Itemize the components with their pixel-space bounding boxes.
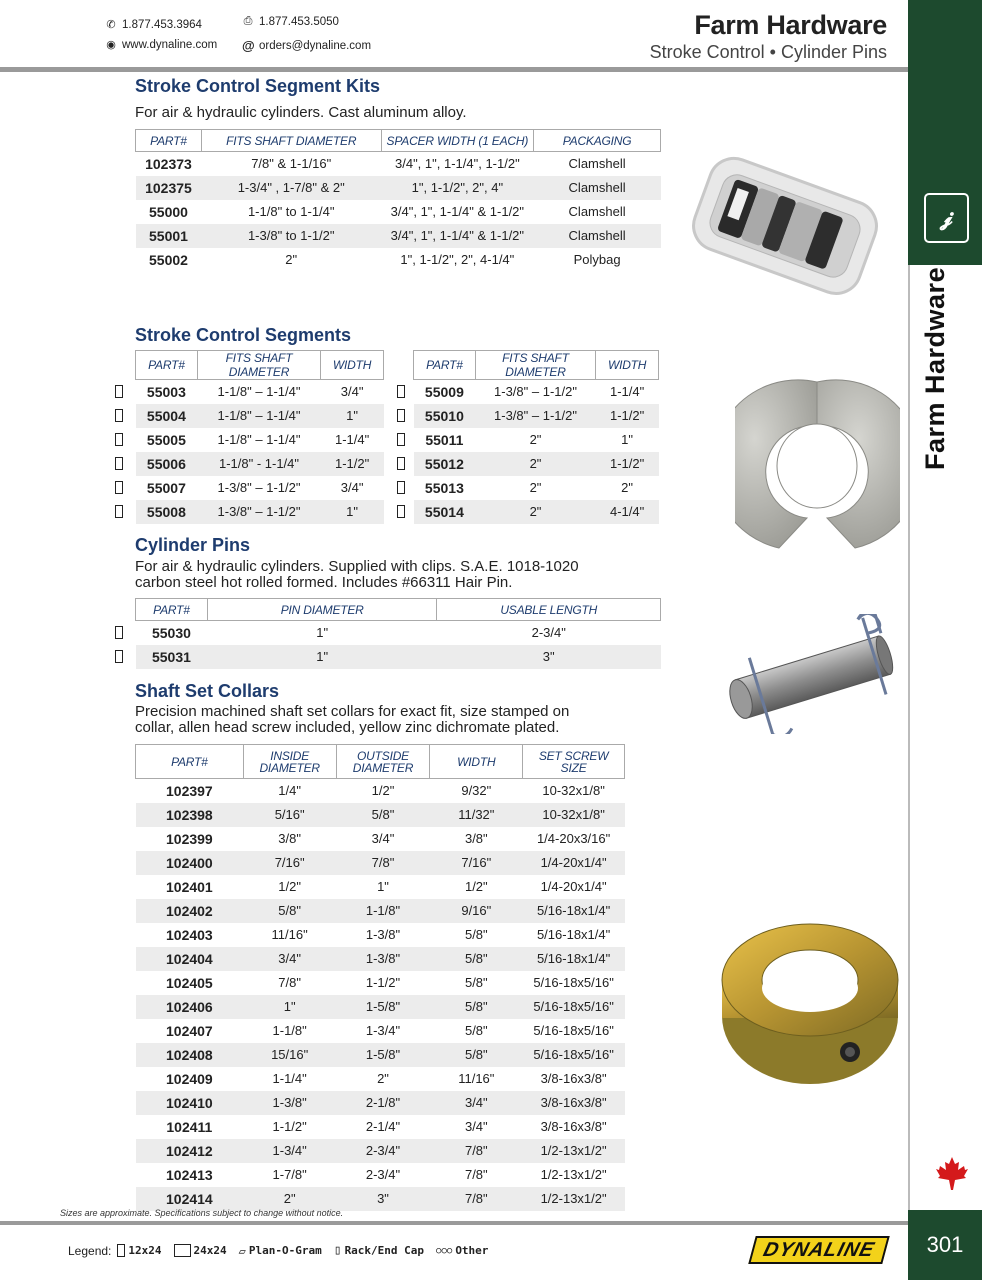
column-header: PART# — [136, 745, 244, 779]
page-number: 301 — [908, 1210, 982, 1280]
table-cell: 3" — [336, 1187, 430, 1211]
table-cell: 11/32" — [430, 803, 523, 827]
table-cell: 1" — [321, 500, 384, 524]
table-cell: 1-1/8" – 1-1/4" — [197, 404, 320, 428]
column-header: FITS SHAFT DIAMETER — [197, 351, 320, 380]
table-row — [136, 779, 625, 803]
peg-12x24-icon — [397, 433, 405, 446]
table-cell: 1/2" — [371, 783, 395, 799]
table-cell: Clamshell — [568, 156, 626, 172]
peg-12x24-icon — [397, 505, 405, 518]
table-cell: 2" — [243, 1187, 336, 1211]
collars-description-1: Precision machined shaft set collars for exact fit, size stamped on — [135, 703, 570, 720]
part-number: 55014 — [414, 500, 476, 524]
table-cell: Clamshell — [534, 176, 661, 200]
column-header: WIDTH — [321, 351, 384, 380]
table-cell: 1/4-20x1/4" — [540, 879, 607, 894]
table-cell: 1-1/8" – 1-1/4" — [217, 432, 301, 447]
cylinder-pin-image — [712, 614, 920, 734]
table-cell: 1" — [243, 995, 336, 1019]
table-row — [136, 947, 625, 971]
part-number: 102413 — [166, 1166, 213, 1183]
table-row — [136, 1091, 625, 1115]
kits-header-row — [136, 130, 661, 152]
table-row — [136, 899, 625, 923]
table-row — [136, 476, 384, 500]
column-header: PART# — [136, 351, 198, 380]
table-cell: 1-1/8" to 1-1/4" — [247, 204, 335, 219]
table-cell: 1" — [377, 879, 389, 894]
part-number: 55004 — [136, 404, 198, 428]
table-cell: 1-1/4" — [609, 384, 645, 400]
part-number: 102398 — [136, 803, 244, 827]
part-number: 55009 — [424, 383, 464, 400]
side-divider — [908, 265, 910, 1215]
phone-contact — [105, 18, 202, 31]
table-cell: 2-1/4" — [365, 1119, 401, 1134]
table-cell: 5/8" — [464, 975, 488, 990]
table-cell: 1/2-13x1/2" — [540, 1167, 607, 1182]
part-number: 102408 — [136, 1043, 244, 1067]
table-cell: 2" — [529, 432, 542, 447]
table-cell: 3/8-16x3/8" — [540, 1119, 607, 1134]
part-number: 55001 — [136, 224, 202, 248]
part-number: 55008 — [136, 500, 198, 524]
part-number: 102412 — [136, 1139, 244, 1163]
table-cell: 7/8" — [278, 975, 301, 990]
part-number: 102405 — [166, 974, 213, 991]
table-cell: 5/8" — [430, 995, 523, 1019]
part-number: 55013 — [424, 479, 464, 496]
peg-12x24-icon — [115, 457, 123, 470]
table-cell: 2" — [621, 480, 634, 495]
table-cell: 1-1/8" – 1-1/4" — [217, 384, 301, 400]
table-cell: 5/8" — [336, 803, 430, 827]
table-cell: 1-3/8" – 1-1/2" — [475, 404, 595, 428]
table-cell: 3/4" — [371, 831, 395, 846]
pins-description-2: carbon steel hot rolled formed. Includes #66311 Hair Pin. — [135, 574, 513, 591]
footer-divider — [0, 1221, 908, 1225]
table-cell: 1-5/8" — [336, 1043, 430, 1067]
legend-12x24: 12x24 — [117, 1244, 161, 1257]
peg-12x24-icon — [397, 481, 405, 494]
table-cell: 5/8" — [464, 1023, 488, 1038]
table-cell: 1-1/8" - 1-1/4" — [197, 452, 320, 476]
table-row — [136, 248, 661, 272]
header-divider — [0, 67, 908, 72]
part-number: 102409 — [166, 1070, 213, 1087]
table-row — [414, 404, 659, 428]
peg-12x24-icon — [397, 409, 405, 422]
part-number: 55000 — [149, 203, 188, 220]
pins-header-row — [136, 599, 661, 621]
other-dots-icon: ○○○ — [436, 1245, 453, 1256]
table-cell: 4-1/4" — [596, 500, 659, 524]
table-cell: 1-3/8" — [336, 947, 430, 971]
table-row — [136, 500, 384, 524]
pin-icon: 𝓳 — [924, 193, 969, 243]
table-row — [136, 1115, 625, 1139]
table-cell: 1" — [621, 432, 634, 447]
part-number: 102375 — [136, 176, 202, 200]
table-cell: 3/8" — [464, 831, 488, 846]
table-row — [136, 1019, 625, 1043]
part-number: 102399 — [166, 830, 213, 847]
peg-12x24-icon — [115, 481, 123, 494]
table-cell: 1-3/8" — [243, 1091, 336, 1115]
segment-image — [735, 378, 900, 556]
disclaimer: Sizes are approximate. Specifications subject to change without notice. — [60, 1208, 344, 1218]
table-row — [136, 452, 384, 476]
table-cell: 1-3/8" — [365, 927, 401, 942]
table-cell: 1/2-13x1/2" — [523, 1139, 625, 1163]
legend — [68, 1243, 494, 1258]
table-cell: 7/8" — [464, 1167, 488, 1182]
part-number: 102410 — [136, 1091, 244, 1115]
part-number: 55031 — [136, 645, 208, 669]
column-header: WIDTH — [596, 351, 659, 380]
peg-12x24-icon — [115, 433, 123, 446]
segments-left-header-row — [136, 351, 384, 380]
part-number: 102373 — [145, 155, 192, 172]
table-row — [414, 476, 659, 500]
table-row — [136, 152, 661, 176]
part-number: 102411 — [166, 1118, 213, 1135]
table-cell: 10-32x1/8" — [523, 803, 625, 827]
column-header: PART# — [136, 599, 208, 621]
table-cell: 5/16-18x5/16" — [523, 1043, 625, 1067]
table-cell: Clamshell — [534, 224, 661, 248]
segment-kit-image — [676, 148, 891, 313]
part-number: 55010 — [414, 404, 476, 428]
table-cell: 7/8" — [336, 851, 430, 875]
globe-icon: ◉ — [106, 39, 116, 51]
part-number: 102404 — [136, 947, 244, 971]
legend-label: Legend: — [68, 1243, 112, 1258]
small-peg-box-icon — [117, 1244, 125, 1257]
table-cell: 3/4" — [464, 1119, 488, 1134]
table-cell: 5/16" — [243, 803, 336, 827]
column-header: PART# — [414, 351, 476, 380]
phone-icon: ✆ — [106, 19, 116, 31]
table-cell: 1/4-20x3/16" — [536, 831, 611, 846]
table-cell: 2" — [475, 500, 595, 524]
collars-header-row — [136, 745, 625, 779]
peg-12x24-icon — [115, 626, 123, 639]
table-cell: 1-3/4" — [243, 1139, 336, 1163]
table-cell: 11/16" — [271, 927, 308, 942]
table-cell: 2" — [475, 452, 595, 476]
part-number: 102403 — [166, 926, 213, 943]
column-header: WIDTH — [430, 745, 523, 779]
table-row — [414, 500, 659, 524]
table-row — [136, 1139, 625, 1163]
column-header: USABLE LENGTH — [437, 599, 661, 621]
table-row — [136, 875, 625, 899]
table-cell: 7/8" — [430, 1187, 523, 1211]
legend-other: ○○○ Other — [436, 1244, 489, 1257]
table-cell: 7/16" — [430, 851, 523, 875]
part-number: 102397 — [166, 782, 213, 799]
table-row — [136, 1163, 625, 1187]
part-number: 102406 — [136, 995, 244, 1019]
part-number: 102401 — [166, 878, 213, 895]
segments-right-header-row — [414, 351, 659, 380]
table-cell: 1-7/8" — [272, 1167, 307, 1182]
table-cell: 1-1/8" — [272, 1023, 307, 1038]
table-cell: 1-1/8" — [336, 899, 430, 923]
column-header: PIN DIAMETER — [207, 599, 437, 621]
page-title: Farm Hardware — [694, 10, 887, 40]
peg-12x24-icon — [115, 650, 123, 663]
table-row — [136, 923, 625, 947]
set-collar-image — [712, 918, 902, 1088]
column-header: PACKAGING — [534, 130, 661, 152]
table-cell: 9/16" — [430, 899, 523, 923]
table-cell: 7/16" — [243, 851, 336, 875]
table-cell: Clamshell — [568, 204, 626, 219]
table-cell: 3/4" — [340, 384, 364, 400]
table-cell: 2" — [377, 1071, 389, 1086]
table-cell: 1-3/4" , 1-7/8" & 2" — [201, 176, 381, 200]
part-number: 102414 — [136, 1187, 244, 1211]
table-row — [136, 200, 661, 224]
table-row — [136, 1067, 625, 1091]
table-cell: 1-1/4" — [272, 1071, 307, 1086]
segments-table-left — [135, 350, 384, 524]
phone-number: 1.877.453.3964 — [122, 18, 202, 31]
email-contact[interactable] — [242, 38, 371, 53]
table-row — [136, 851, 625, 875]
table-cell: Polybag — [573, 252, 621, 267]
page-subtitle: Stroke Control • Cylinder Pins — [649, 42, 887, 62]
part-number: 102402 — [136, 899, 244, 923]
table-cell: 1-1/2" — [596, 404, 659, 428]
part-number: 102400 — [136, 851, 244, 875]
table-cell: 11/16" — [458, 1071, 495, 1086]
table-row — [136, 224, 661, 248]
table-cell: 1/4-20x1/4" — [523, 851, 625, 875]
pins-description-1: For air & hydraulic cylinders. Supplied with clips. S.A.E. 1018-1020 — [135, 558, 579, 575]
kits-table — [135, 129, 661, 272]
table-cell: 2-3/4" — [365, 1167, 401, 1182]
column-header: SET SCREW SIZE — [523, 745, 625, 779]
table-cell: 1-3/8" – 1-1/2" — [217, 480, 301, 495]
table-cell: 2-3/4" — [531, 625, 566, 641]
table-cell: 1-3/8" – 1-1/2" — [494, 384, 577, 400]
table-row — [136, 176, 661, 200]
table-cell: 2-3/4" — [336, 1139, 430, 1163]
planogram-icon: ▱ — [238, 1243, 246, 1258]
large-peg-box-icon — [174, 1244, 191, 1257]
table-cell: 1/2" — [464, 879, 488, 894]
column-header: PART# — [136, 130, 202, 152]
part-number: 55011 — [425, 431, 464, 448]
peg-12x24-icon — [397, 457, 405, 470]
table-row — [136, 645, 661, 669]
table-row — [136, 995, 625, 1019]
table-cell: 1-1/2" — [272, 1119, 307, 1134]
website-link[interactable]: www.dynaline.com — [122, 38, 218, 51]
table-cell: 1" — [207, 645, 437, 669]
table-cell: 1-1/4" — [334, 432, 370, 447]
table-cell: 5/16-18x1/4" — [523, 899, 625, 923]
table-cell: 1", 1-1/2", 2", 4" — [381, 176, 534, 200]
table-cell: 3/4" — [430, 1091, 523, 1115]
table-row — [136, 428, 384, 452]
table-cell: 5/8" — [430, 1043, 523, 1067]
table-cell: 3/8" — [278, 831, 301, 846]
peg-12x24-icon — [115, 505, 123, 518]
table-cell: 5/16-18x5/16" — [523, 995, 625, 1019]
table-cell: 5/8" — [243, 899, 336, 923]
table-cell: 1-3/4" — [365, 1023, 401, 1038]
email-link[interactable]: orders@dynaline.com — [259, 39, 372, 52]
peg-12x24-icon — [115, 385, 123, 398]
part-number: 55007 — [146, 479, 186, 496]
table-cell: 1", 1-1/2", 2", 4-1/4" — [400, 252, 515, 267]
table-row — [136, 1187, 625, 1211]
collars-table — [135, 744, 625, 1211]
fax-contact — [242, 15, 339, 28]
table-cell: 7/8" & 1-1/16" — [251, 156, 332, 172]
column-header: FITS SHAFT DIAMETER — [475, 351, 595, 380]
part-number: 55005 — [146, 431, 186, 448]
table-cell: 1" — [316, 625, 329, 641]
table-cell: 5/16-18x1/4" — [536, 927, 611, 942]
table-cell: 5/8" — [430, 947, 523, 971]
peg-12x24-icon — [397, 385, 405, 398]
segments-title: Stroke Control Segments — [135, 325, 352, 345]
column-header: FITS SHAFT DIAMETER — [201, 130, 381, 152]
table-row — [136, 803, 625, 827]
legend-plan-o-gram: ▱ Plan-O-Gram — [238, 1243, 322, 1258]
table-cell: 1-1/2" — [596, 452, 659, 476]
kits-title: Stroke Control Segment Kits — [135, 76, 381, 96]
part-number: 55006 — [136, 452, 198, 476]
table-cell: 3/4", 1", 1-1/4", 1-1/2" — [395, 156, 520, 172]
table-cell: 9/32" — [461, 783, 492, 799]
table-cell: 3" — [437, 645, 661, 669]
part-number: 55003 — [146, 383, 186, 400]
table-cell: 5/16-18x1/4" — [523, 947, 625, 971]
table-row — [414, 380, 659, 404]
table-cell: 3/8-16x3/8" — [523, 1091, 625, 1115]
table-row — [414, 452, 659, 476]
column-header: SPACER WIDTH (1 EACH) — [381, 130, 534, 152]
table-cell: 1-3/8" – 1-1/2" — [197, 500, 320, 524]
table-cell: 3/4" — [340, 480, 364, 495]
table-cell: 1/2-13x1/2" — [523, 1187, 625, 1211]
table-row — [136, 1043, 625, 1067]
peg-12x24-icon — [115, 409, 123, 422]
table-row — [136, 827, 625, 851]
pins-title: Cylinder Pins — [135, 535, 251, 555]
rack-icon: ▯ — [333, 1243, 342, 1258]
column-header: INSIDE DIAMETER — [243, 745, 336, 779]
table-row — [136, 621, 661, 645]
legend-24x24: 24x24 — [174, 1244, 227, 1257]
table-row — [414, 428, 659, 452]
table-cell: 3/4" — [243, 947, 336, 971]
table-cell: 2" — [285, 252, 298, 267]
part-number: 55012 — [414, 452, 476, 476]
part-number: 55002 — [149, 251, 188, 268]
table-cell: 3/8-16x3/8" — [540, 1071, 607, 1086]
table-cell: 1-3/8" to 1-1/2" — [201, 224, 381, 248]
table-cell: 1-5/8" — [336, 995, 430, 1019]
table-row — [136, 971, 625, 995]
collars-description-2: collar, allen head screw included, yellow zinc dichromate plated. — [135, 719, 560, 736]
part-number: 102407 — [166, 1022, 213, 1039]
table-cell: 1-1/2" — [321, 452, 384, 476]
table-cell: 1/2" — [278, 879, 301, 894]
canada-maple-leaf-icon — [935, 1156, 969, 1192]
fax-number: 1.877.453.5050 — [259, 15, 339, 28]
column-header: OUTSIDE DIAMETER — [336, 745, 430, 779]
legend-rack-end-cap: ▯ Rack/End Cap — [333, 1243, 425, 1258]
table-cell: 2-1/8" — [336, 1091, 430, 1115]
part-number: 55030 — [151, 624, 191, 641]
table-cell: 1" — [321, 404, 384, 428]
table-cell: 1-1/2" — [365, 975, 401, 990]
table-cell: 5/16-18x5/16" — [533, 975, 614, 990]
table-cell: 15/16" — [243, 1043, 336, 1067]
collars-title: Shaft Set Collars — [135, 681, 280, 701]
table-cell: 1/4" — [278, 783, 301, 799]
table-cell: 7/8" — [430, 1139, 523, 1163]
fax-icon: ⎙ — [243, 15, 253, 27]
category-label: Farm Hardware — [920, 266, 950, 470]
table-cell: 3/4", 1", 1-1/4" & 1-1/2" — [390, 204, 525, 219]
dynaline-logo: DYNALINE — [748, 1236, 890, 1264]
table-cell: 5/16-18x5/16" — [533, 1023, 614, 1038]
website-contact[interactable] — [105, 38, 217, 51]
table-row — [136, 404, 384, 428]
segments-table-right — [413, 350, 659, 524]
table-cell: 10-32x1/8" — [542, 783, 605, 799]
table-row — [136, 380, 384, 404]
pins-table — [135, 598, 661, 669]
table-cell: 3/4", 1", 1-1/4" & 1-1/2" — [381, 224, 534, 248]
table-cell: 2" — [529, 480, 542, 495]
table-cell: 5/8" — [464, 927, 488, 942]
at-icon: @ — [242, 38, 255, 53]
kits-description: For air & hydraulic cylinders. Cast aluminum alloy. — [135, 104, 467, 121]
